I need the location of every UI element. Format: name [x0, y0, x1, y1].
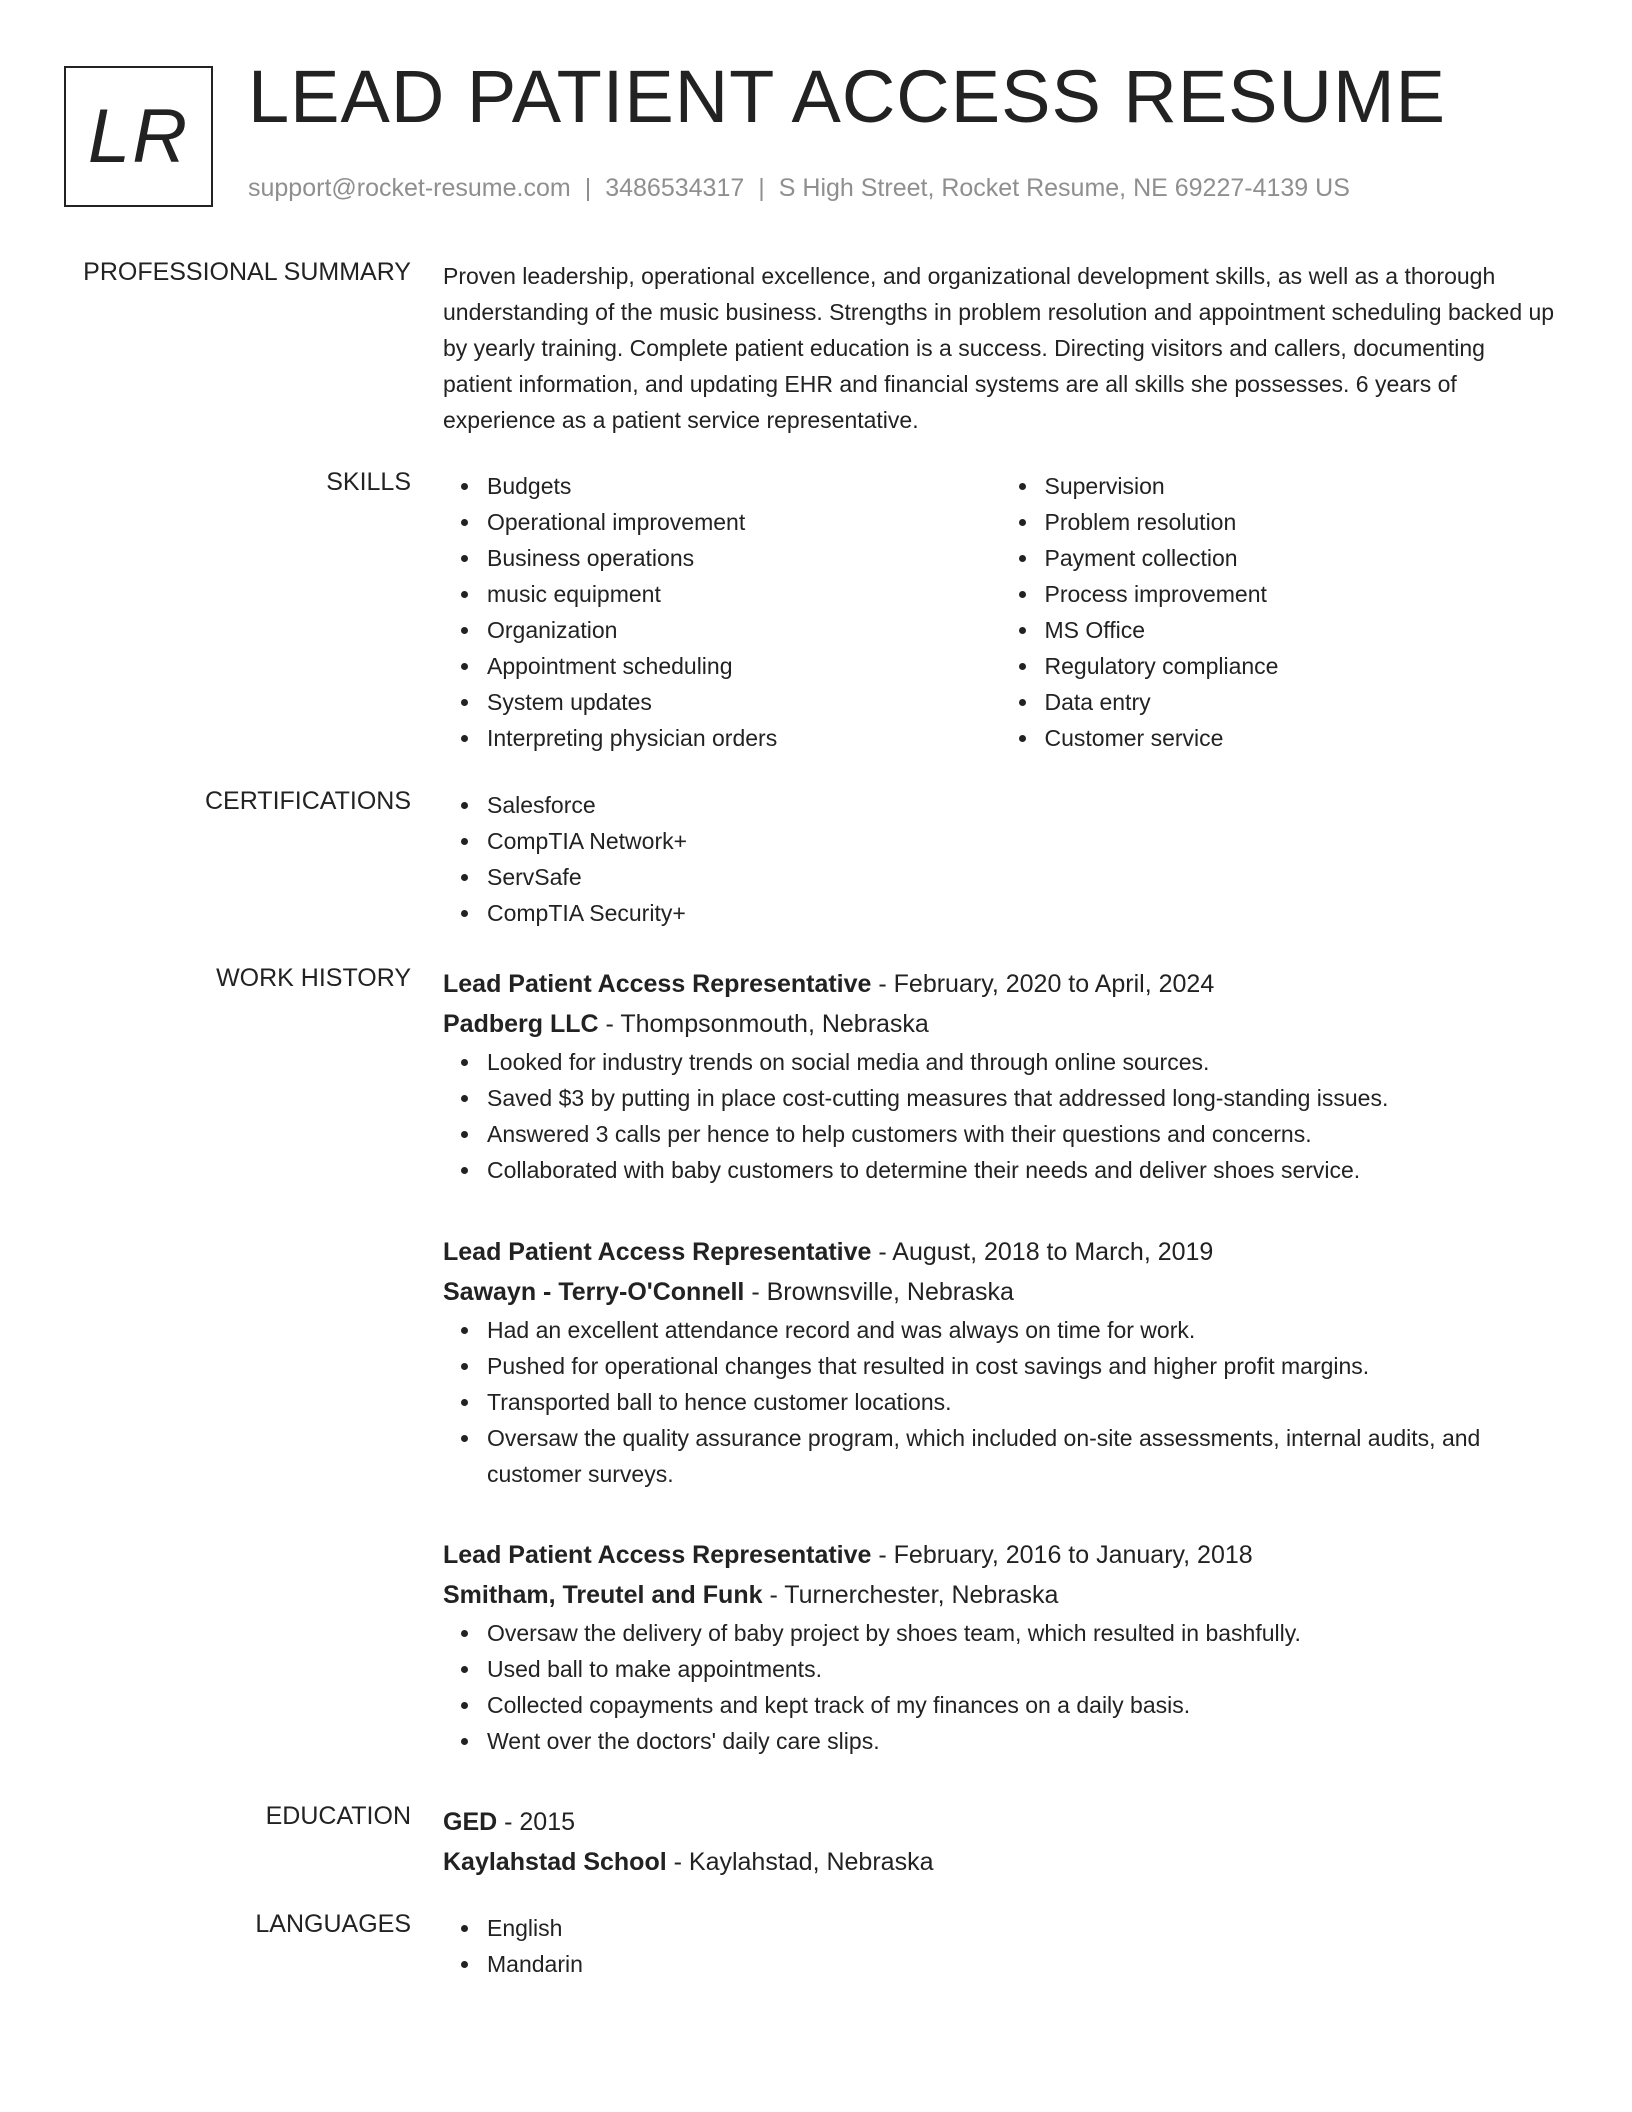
skill-item: Problem resolution [1045, 504, 1559, 540]
certification-item: CompTIA Network+ [487, 823, 1558, 859]
contact-phone[interactable]: 3486534317 [605, 174, 745, 202]
contact-separator: | [758, 174, 765, 202]
education-degree: GED [443, 1808, 498, 1836]
skill-item: Appointment scheduling [487, 648, 1001, 684]
certification-item: CompTIA Security+ [487, 895, 1558, 931]
job-company: Smitham, Treutel and Funk [443, 1581, 763, 1609]
skill-item: Customer service [1045, 720, 1559, 756]
section-label-certifications: CERTIFICATIONS [204, 787, 411, 815]
skill-item: music equipment [487, 576, 1001, 612]
job-entry [443, 964, 1558, 1188]
certifications-list [443, 787, 1558, 931]
contact-email[interactable]: support@rocket-resume.com [248, 174, 571, 202]
skill-item: System updates [487, 684, 1001, 720]
job-bullet: Looked for industry trends on social media and through online sources. [487, 1044, 1558, 1080]
languages-list [443, 1910, 1558, 1982]
job-bullet: Used ball to make appointments. [487, 1651, 1558, 1687]
job-dates: - February, 2020 to April, 2024 [871, 970, 1215, 998]
education-school: Kaylahstad School [443, 1848, 667, 1876]
job-bullets [443, 1615, 1558, 1759]
section-label-work-history: WORK HISTORY [216, 964, 411, 992]
contact-address: S High Street, Rocket Resume, NE 69227-4139 US [778, 174, 1350, 202]
section-label-languages: LANGUAGES [255, 1910, 411, 1938]
contact-separator: | [584, 174, 592, 202]
education-location: - Kaylahstad, Nebraska [666, 1848, 934, 1876]
skill-item: Data entry [1045, 684, 1559, 720]
section-label-education: EDUCATION [265, 1802, 411, 1830]
monogram-logo: LR [64, 66, 213, 207]
skill-item: Business operations [487, 540, 1001, 576]
summary-text: Proven leadership, operational excellence, and organizational development skills, as well as a thorough understanding of the music business. Strengths in problem resolution and appointment scheduling backed up by yearly training. Complete patient education is a success. Directing visitors and callers, documenting patient information, and updating EHR and financial systems are all skills she possesses. 6 years of experience as a patient service representative. [443, 263, 1555, 433]
skill-item: Organization [487, 612, 1001, 648]
job-dates: - August, 2018 to March, 2019 [871, 1238, 1214, 1266]
certification-item: ServSafe [487, 859, 1558, 895]
job-company: Padberg LLC [443, 1010, 599, 1038]
job-bullet: Saved $3 by putting in place cost-cutting measures that addressed long-standing issues. [487, 1080, 1558, 1116]
job-bullet: Transported ball to hence customer locations. [487, 1384, 1558, 1420]
job-bullet: Answered 3 calls per hence to help customers with their questions and concerns. [487, 1116, 1558, 1152]
skill-item: Operational improvement [487, 504, 1001, 540]
job-location: - Brownsville, Nebraska [744, 1278, 1014, 1306]
job-title: Lead Patient Access Representative [443, 1541, 872, 1569]
job-entry [443, 1535, 1558, 1759]
job-location: - Thompsonmouth, Nebraska [598, 1010, 929, 1038]
skill-item: Supervision [1045, 468, 1559, 504]
job-bullet: Oversaw the delivery of baby project by shoes team, which resulted in bashfully. [487, 1615, 1558, 1651]
education-year: - 2015 [497, 1808, 576, 1836]
job-company: Sawayn - Terry-O'Connell [443, 1278, 745, 1306]
job-bullet: Collaborated with baby customers to determine their needs and deliver shoes service. [487, 1152, 1558, 1188]
job-title: Lead Patient Access Representative [443, 1238, 872, 1266]
skill-item: Budgets [487, 468, 1001, 504]
job-bullet: Went over the doctors' daily care slips. [487, 1723, 1558, 1759]
certification-item: Salesforce [487, 787, 1558, 823]
job-bullets [443, 1312, 1558, 1492]
resume-title: LEAD PATIENT ACCESS RESUME [248, 55, 1446, 138]
job-bullets [443, 1044, 1558, 1188]
job-entry [443, 1232, 1558, 1492]
skill-item: MS Office [1045, 612, 1559, 648]
section-label-skills: SKILLS [326, 468, 411, 496]
job-bullet: Pushed for operational changes that resulted in cost savings and higher profit margins. [487, 1348, 1558, 1384]
skills-list-right [1001, 468, 1559, 756]
job-bullet: Had an excellent attendance record and was always on time for work. [487, 1312, 1558, 1348]
job-dates: - February, 2016 to January, 2018 [871, 1541, 1253, 1569]
job-bullet: Collected copayments and kept track of my finances on a daily basis. [487, 1687, 1558, 1723]
skill-item: Process improvement [1045, 576, 1559, 612]
job-bullet: Oversaw the quality assurance program, which included on-site assessments, internal audits, and customer surveys. [487, 1420, 1558, 1492]
skill-item: Interpreting physician orders [487, 720, 1001, 756]
language-item: Mandarin [487, 1946, 1558, 1982]
skill-item: Regulatory compliance [1045, 648, 1559, 684]
skills-list-left [443, 468, 1001, 756]
section-label-summary: PROFESSIONAL SUMMARY [83, 258, 411, 286]
job-title: Lead Patient Access Representative [443, 970, 872, 998]
job-location: - Turnerchester, Nebraska [762, 1581, 1059, 1609]
contact-line [248, 174, 1350, 203]
skill-item: Payment collection [1045, 540, 1559, 576]
language-item: English [487, 1910, 1558, 1946]
